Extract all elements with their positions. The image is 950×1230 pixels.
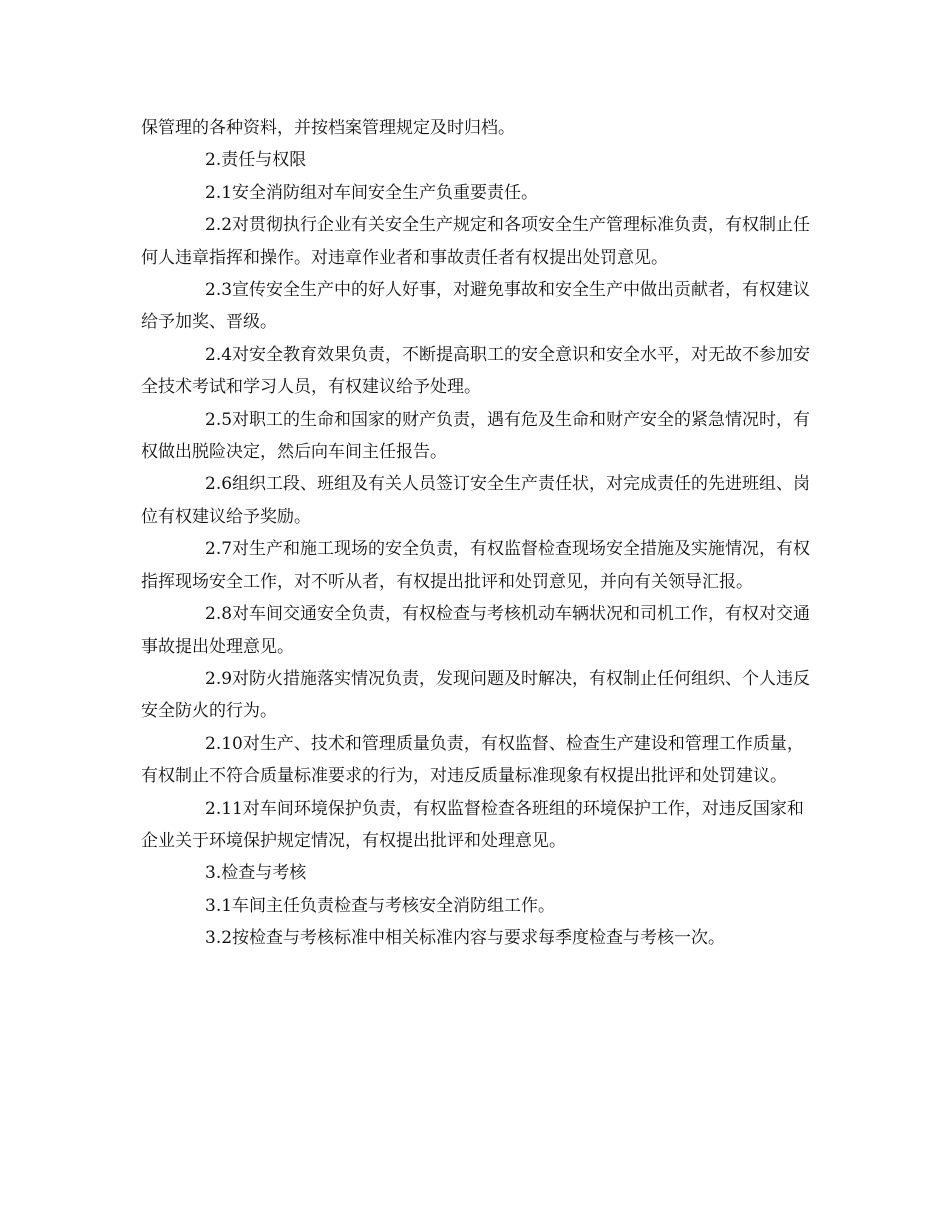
section-heading-2: 2.责任与权限 [205,150,307,171]
clause-2-4: 2.4对安全教育效果负责，不断提高职工的安全意识和安全水平，对无故不参加安全技术考试和学习人员，有权建议给予处理。 [141,344,811,398]
clause-2-11: 2.11对车间环境保护负责，有权监督检查各班组的环境保护工作，对违反国家和企业关于环境保护规定情况，有权提出批评和处理意见。 [141,798,804,851]
clause-3-1: 3.1车间主任负责检查与考核安全消防组工作。 [205,895,556,916]
clause-2-7: 2.7对生产和施工现场的安全负责，有权监督检查现场安全措施及实施情况，有权指挥现场安全工作，对不听从者，有权提出批评和处罚意见，并向有关领导汇报。 [141,539,811,592]
clause-2-3: 2.3宣传安全生产中的好人好事，对避免事故和安全生产中做出贡献者，有权建议给予加奖、晋级。 [141,280,811,333]
clause-2-6: 2.6组织工段、班组及有关人员签订安全生产责任状，对完成责任的先进班组、岗位有权建议给予奖励。 [141,474,811,527]
section-heading-3: 3.检查与考核 [205,863,307,884]
clause-2-10: 2.10对生产、技术和管理质量负责，有权监督、检查生产建设和管理工作质量，有权制止不符合质量标准要求的行为，对违反质量标准现象有权提出批评和处罚建议。 [141,733,804,787]
paragraph-continuation: 保管理的各种资料，并按档案管理规定及时归档。 [141,118,515,138]
clause-2-9: 2.9对防火措施落实情况负责，发现问题及时解决，有权制止任何组织、个人违反安全防火的行为。 [141,668,811,722]
clause-2-5: 2.5对职工的生命和国家的财产负责，遇有危及生命和财产安全的紧急情况时，有权做出脱险决定，然后向车间主任报告。 [141,409,811,463]
clause-2-1: 2.1安全消防组对车间安全生产负重要责任。 [205,182,539,203]
clause-3-2: 3.2按检查与考核标准中相关标准内容与要求每季度检查与考核一次。 [205,928,726,949]
clause-2-8: 2.8对车间交通安全负责，有权检查与考核机动车辆状况和司机工作，有权对交通事故提出处理意见。 [141,604,811,657]
clause-2-2: 2.2对贯彻执行企业有关安全生产规定和各项安全生产管理标准负责，有权制止任何人违章指挥和操作。对违章作业者和事故责任者有权提出处罚意见。 [141,215,811,268]
